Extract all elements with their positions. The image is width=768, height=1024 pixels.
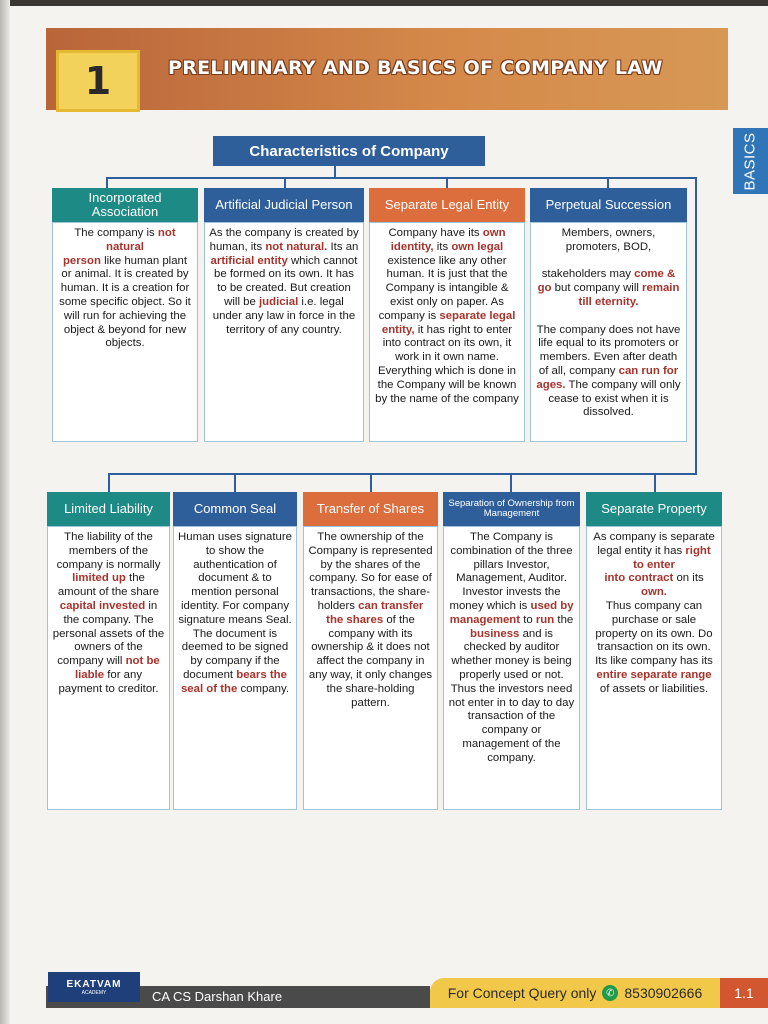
query-phone: 8530902666 — [624, 985, 703, 1001]
whatsapp-icon: ✆ — [602, 985, 618, 1001]
logo-name: EKATVAM — [66, 978, 122, 990]
card-separate-legal-entity-body: Company have its own identity, its own legal existence like any other human. It is just that the Company is intangible & exist only on paper. As company is separate legal entity, it has right to enter into contract on its own, it work in it own name. Everything which is done in the Company will be known by the name of the company — [369, 222, 525, 442]
card-separate-property-heading: Separate Property — [586, 492, 722, 526]
logo-sub: ACADEMY — [81, 989, 107, 996]
card-incorporated-association-body: The company is not natural person like human plant or animal. It is created by human. It is a creation for some specific object. So it will run for achieving the object & beyond for new objects. — [52, 222, 198, 442]
card-common-seal-heading: Common Seal — [173, 492, 297, 526]
card-artificial-judicial-person-body: As the company is created by human, its not natural. Its an artificial entity which cannot be formed on its own. It has to be created. But creation will be judicial i.e. legal under any law in force in the territory of any country. — [204, 222, 364, 442]
card-separate-property-body: As company is separate legal entity it has right to enter into contract on its own. Thus company can purchase or sale property on its own. Do transaction on its own. Its like company has its entire separate range of assets or liabilities. — [586, 526, 722, 810]
connector-bottom-2 — [234, 473, 236, 493]
footer-author: CA CS Darshan Khare — [152, 989, 283, 1004]
chapter-title: PRELIMINARY AND BASICS OF COMPANY LAW — [168, 57, 663, 79]
card-artificial-judicial-person-heading: Artificial Judicial Person — [204, 188, 364, 222]
page-top-edge — [0, 0, 768, 6]
query-text: For Concept Query only — [447, 985, 597, 1001]
card-separation-ownership-heading: Separation of Ownership from Management — [443, 492, 580, 526]
page-binding-shadow — [0, 0, 10, 1024]
card-limited-liability-heading: Limited Liability — [47, 492, 170, 526]
academy-logo — [48, 972, 140, 1002]
connector-right-vertical — [695, 177, 697, 474]
chapter-number: 1 — [56, 50, 140, 112]
connector-bottom-3 — [370, 473, 372, 493]
side-tab-label: BASICS — [742, 131, 759, 191]
card-transfer-of-shares-heading: Transfer of Shares — [303, 492, 438, 526]
connector-bottom-4 — [510, 473, 512, 493]
card-perpetual-succession-heading: Perpetual Succession — [530, 188, 687, 222]
connector-bottom-horizontal — [108, 473, 697, 475]
card-incorporated-association-heading: Incorporated Association — [52, 188, 198, 222]
diagram-title: Characteristics of Company — [213, 136, 485, 166]
card-separation-ownership-body: The Company is combination of the three pillars Investor, Management, Auditor. Investor invests the money which is used by management to run the business and is checked by auditor whether money is being properly used or not. Thus the investors need not enter in to day to day transaction of the company or management of the company. — [443, 526, 580, 810]
connector-bottom-5 — [654, 473, 656, 493]
page-number: 1.1 — [720, 978, 768, 1008]
card-limited-liability-body: The liability of the members of the company is normally limited up the amount of the share capital invested in the company. The personal assets of the owners of the company will not be liable for any payment to creditor. — [47, 526, 170, 810]
card-perpetual-succession-body: Members, owners, promoters, BOD, stakeholders may come & go but company will remain till eternity. The company does not have life equal to its promoters or members. Even after death of all, company can run for ages. The company will only cease to exist when it is dissolved. — [530, 222, 687, 442]
card-transfer-of-shares-body: The ownership of the Company is represented by the shares of the company. So for ease of transactions, the share-holders can transfer the shares of the company with its ownership & it does not affect the company in any way, it only changes the share-holding pattern. — [303, 526, 438, 810]
side-tab-basics — [733, 128, 768, 194]
connector-bottom-1 — [108, 473, 110, 493]
footer-query-box — [430, 978, 720, 1008]
card-separate-legal-entity-heading: Separate Legal Entity — [369, 188, 525, 222]
card-common-seal-body: Human uses signature to show the authentication of document & to mention personal identity. For company signature means Seal. The document is deemed to be signed by company if the document bears the seal of the company. — [173, 526, 297, 810]
